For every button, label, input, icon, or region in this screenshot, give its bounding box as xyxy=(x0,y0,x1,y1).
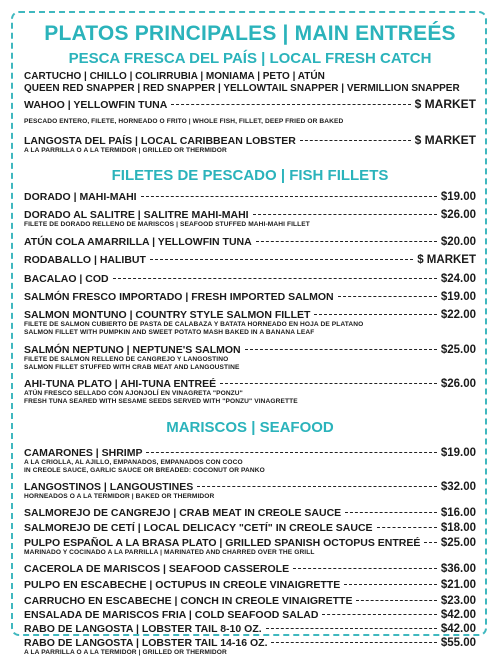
menu-item xyxy=(24,563,476,575)
item-description: MARINADO Y COCINADO A LA PARRILLA | MARINATED AND CHARRED OVER THE GRILL xyxy=(24,548,315,556)
dotted-leader xyxy=(356,600,436,601)
item-description: A LA PARRILLA O A LA TERMIDOR | GRILLED OR THERMIDOR xyxy=(24,146,227,154)
item-name: SALMÓN FRESCO IMPORTADO | FRESH IMPORTED SALMON xyxy=(24,290,334,303)
fillets-list xyxy=(24,191,476,406)
item-price: $32.00 xyxy=(440,480,476,493)
item-name: SALMÓN NEPTUNO | NEPTUNE'S SALMON xyxy=(24,343,241,356)
fresh-catch-heading: PESCA FRESCA DEL PAÍS | LOCAL FRESH CATCH xyxy=(68,50,432,67)
item-name: WAHOO | YELLOWFIN TUNA xyxy=(24,98,168,111)
menu-item xyxy=(24,273,476,285)
dotted-leader xyxy=(266,628,437,629)
menu-item xyxy=(24,309,476,321)
page-title: PLATOS PRINCIPALES | MAIN ENTREÉS xyxy=(44,22,456,45)
menu-item xyxy=(24,507,476,519)
menu-item xyxy=(24,378,476,390)
item-description: FRESH TUNA SEARED WITH SESAME SEEDS SERVED WITH "PONZU" VINAGRETTE xyxy=(24,397,298,405)
dotted-leader xyxy=(220,383,437,384)
fillets-heading: FILETES DE PESCADO | FISH FILLETS xyxy=(111,166,389,184)
item-price: $ MARKET xyxy=(414,96,476,111)
item-price: $36.00 xyxy=(440,562,476,575)
item-name: DORADO | MAHI-MAHI xyxy=(24,190,137,203)
menu-item xyxy=(24,595,476,607)
item-price: $23.00 xyxy=(440,594,476,607)
dotted-leader xyxy=(338,296,437,297)
item-name: CARRUCHO EN ESCABECHE | CONCH IN CREOLE VINAIGRETTE xyxy=(24,594,353,607)
item-description: A LA PARRILLA O A LA TERMIDOR | GRILLED OR THERMIDOR xyxy=(24,648,227,656)
item-name: PULPO EN ESCABECHE | OCTUPUS IN CREOLE VINAIGRETTE xyxy=(24,578,341,591)
dotted-leader xyxy=(271,642,436,643)
dotted-leader xyxy=(245,349,437,350)
item-price: $42.00 xyxy=(440,608,476,621)
item-price: $16.00 xyxy=(440,506,476,519)
item-price: $18.00 xyxy=(440,521,476,534)
item-name: SALMON MONTUNO | COUNTRY STYLE SALMON FILLET xyxy=(24,308,311,321)
dotted-leader xyxy=(377,527,437,528)
item-description: SALMON FILLET STUFFED WITH CRAB MEAT AND LANGOUSTINE xyxy=(24,363,240,371)
menu-item xyxy=(24,236,476,248)
dotted-leader xyxy=(300,140,411,141)
menu-item xyxy=(24,579,476,591)
dotted-leader xyxy=(253,214,437,215)
item-price: $25.00 xyxy=(440,343,476,356)
catch-line: QUEEN RED SNAPPER | RED SNAPPER | YELLOWTAIL SNAPPER | VERMILLION SNAPPER xyxy=(24,83,460,95)
catch-line: CARTUCHO | CHILLO | COLIRRUBIA | MONIAMA | PETO | ATÚN xyxy=(24,71,325,82)
seafood-section xyxy=(24,419,476,657)
item-name: BACALAO | COD xyxy=(24,272,109,285)
item-price: $ MARKET xyxy=(414,132,476,147)
item-description: FILETE DE SALMON CUBIERTO DE PASTA DE CALABAZA Y BATATA HORNEADO EN HOJA DE PLATANO xyxy=(24,320,364,328)
item-price: $ MARKET xyxy=(417,253,476,266)
seafood-heading: MARISCOS | SEAFOOD xyxy=(166,418,334,436)
item-price: $20.00 xyxy=(440,235,476,248)
dotted-leader xyxy=(344,584,437,585)
item-price: $24.00 xyxy=(440,272,476,285)
item-name: RABO DE LANGOSTA | LOBSTER TAIL 14-16 OZ. xyxy=(24,636,268,649)
item-price: $55.00 xyxy=(440,636,476,649)
dotted-leader xyxy=(322,614,436,615)
dotted-leader xyxy=(197,486,437,487)
item-name: ATÚN COLA AMARRILLA | YELLOWFIN TUNA xyxy=(24,235,252,248)
item-description: HORNEADOS O A LA TERMIDOR | BAKED OR THERMIDOR xyxy=(24,492,215,500)
menu-item xyxy=(24,623,476,635)
dotted-leader xyxy=(150,259,413,260)
item-price: $19.00 xyxy=(440,446,476,459)
menu-item xyxy=(24,191,476,203)
item-description: FILETE DE SALMON RELLENO DE CANGREJO Y LANGOSTINO xyxy=(24,355,229,363)
item-name: ENSALADA DE MARISCOS FRIA | COLD SEAFOOD SALAD xyxy=(24,608,319,621)
dotted-leader xyxy=(256,241,437,242)
item-name: LANGOSTA DEL PAÍS | LOCAL CARIBBEAN LOBSTER xyxy=(24,134,296,147)
dotted-leader xyxy=(171,104,410,105)
item-name: SALMOREJO DE CETÍ | LOCAL DELICACY "CETÍ" IN CREOLE SAUCE xyxy=(24,521,373,534)
menu-page xyxy=(24,22,476,657)
item-name: RABO DE LANGOSTA | LOBSTER TAIL 8-10 OZ. xyxy=(24,622,262,635)
item-price: $22.00 xyxy=(440,308,476,321)
seafood-list xyxy=(24,447,476,657)
item-name: RODABALLO | HALIBUT xyxy=(24,253,146,266)
item-price: $19.00 xyxy=(440,190,476,203)
item-price: $26.00 xyxy=(440,208,476,221)
item-description: SALMON FILLET WITH PUMPKIN AND SWEET POTATO MASH BAKED IN A BANANA LEAF xyxy=(24,328,315,336)
menu-item xyxy=(24,344,476,356)
dotted-leader xyxy=(141,196,437,197)
item-name: CAMARONES | SHRIMP xyxy=(24,446,143,459)
item-name: SALMOREJO DE CANGREJO | CRAB MEAT IN CREOLE SAUCE xyxy=(24,506,342,519)
dotted-leader xyxy=(314,314,436,315)
item-description: ATÚN FRESCO SELLADO CON AJONJOLÍ EN VINAGRETA "PONZU" xyxy=(24,389,243,397)
item-description: A LA CRIOLLA, AL AJILLO, EMPANADOS, EMPANADOS CON COCO xyxy=(24,458,243,466)
fresh-catch-section xyxy=(24,50,476,155)
menu-item xyxy=(24,134,476,147)
menu-item xyxy=(24,609,476,621)
menu-item xyxy=(24,254,476,266)
menu-item xyxy=(24,447,476,459)
item-name: LANGOSTINOS | LANGOUSTINES xyxy=(24,480,194,493)
item-price: $25.00 xyxy=(440,536,476,549)
menu-item xyxy=(24,522,476,534)
menu-item xyxy=(24,481,476,493)
item-price: $19.00 xyxy=(440,290,476,303)
item-price: $42.00 xyxy=(440,622,476,635)
dotted-leader xyxy=(146,452,436,453)
item-name: CACEROLA DE MARISCOS | SEAFOOD CASSEROLE xyxy=(24,562,290,575)
item-name: PULPO ESPAÑOL A LA BRASA PLATO | GRILLED SPANISH OCTOPUS ENTREÉ xyxy=(24,536,421,549)
item-name: DORADO AL SALITRE | SALITRE MAHI-MAHI xyxy=(24,208,249,221)
dotted-leader xyxy=(424,542,436,543)
menu-item xyxy=(24,98,476,111)
item-price: $21.00 xyxy=(440,578,476,591)
menu-item xyxy=(24,537,476,549)
fillets-section xyxy=(24,167,476,406)
item-name: AHI-TUNA PLATO | AHI-TUNA ENTREÉ xyxy=(24,377,217,390)
item-description: IN CREOLE SAUCE, GARLIC SAUCE OR BREADED: COCONUT OR PANKO xyxy=(24,466,265,474)
dotted-leader xyxy=(113,278,437,279)
menu-item xyxy=(24,637,476,649)
menu-item xyxy=(24,291,476,303)
item-price: $26.00 xyxy=(440,377,476,390)
item-description: PESCADO ENTERO, FILETE, HORNEADO O FRITO | WHOLE FISH, FILLET, DEEP FRIED OR BAKED xyxy=(24,117,344,125)
menu-item xyxy=(24,209,476,221)
item-description: FILETE DE DORADO RELLENO DE MARISCOS | SEAFOOD STUFFED MAHI-MAHI FILLET xyxy=(24,220,310,228)
dotted-leader xyxy=(345,512,437,513)
dotted-leader xyxy=(293,568,437,569)
